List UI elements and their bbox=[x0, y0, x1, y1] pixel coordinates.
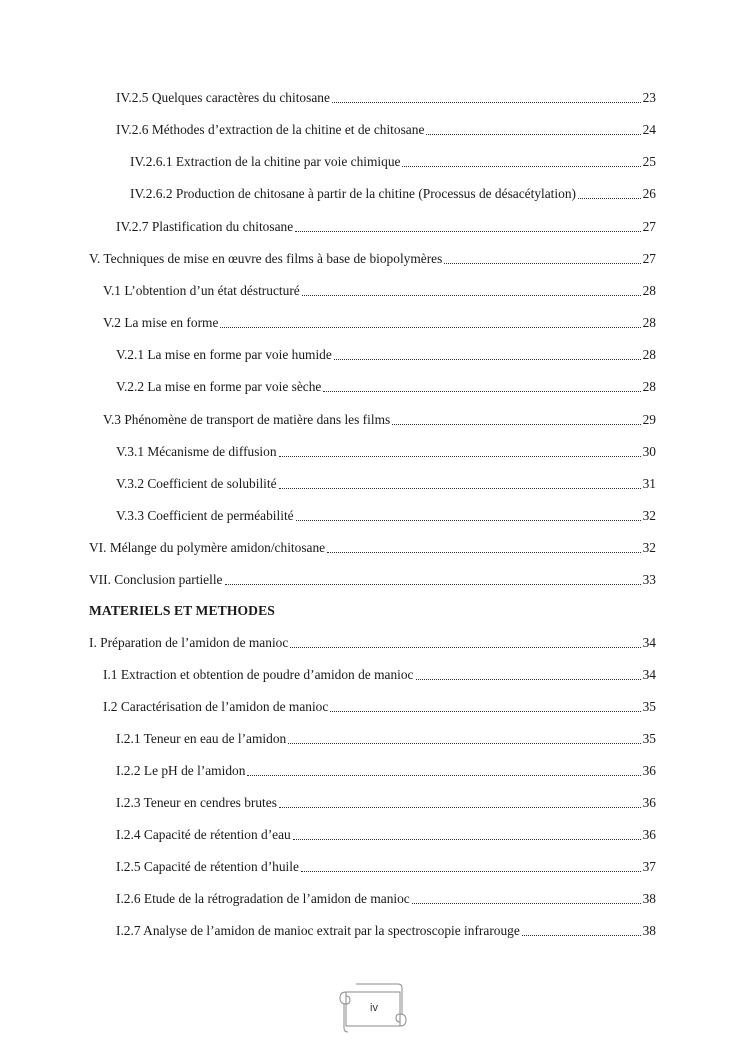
dot-leader bbox=[334, 359, 641, 360]
toc-entry[interactable] bbox=[130, 150, 656, 170]
toc-entry[interactable] bbox=[116, 472, 656, 492]
dot-leader bbox=[220, 327, 640, 328]
toc-entry[interactable] bbox=[116, 759, 656, 779]
toc-entry-title: VII. Conclusion partielle bbox=[89, 572, 223, 587]
page-number-scroll bbox=[336, 982, 412, 1034]
toc-entry-page: 36 bbox=[642, 763, 656, 778]
toc-entry-page: 38 bbox=[642, 923, 656, 938]
toc-entry[interactable] bbox=[116, 375, 656, 395]
dot-leader bbox=[444, 263, 640, 264]
toc-entry-title: IV.2.5 Quelques caractères du chitosane bbox=[116, 90, 330, 105]
toc-entry-title: I.2.5 Capacité de rétention d’huile bbox=[116, 859, 299, 874]
dot-leader bbox=[332, 102, 641, 103]
toc-entry[interactable] bbox=[116, 919, 656, 939]
toc-entry-page: 31 bbox=[642, 476, 656, 491]
toc-entry[interactable] bbox=[116, 215, 656, 235]
toc-entry-title: V.1 L’obtention d’un état déstructuré bbox=[103, 283, 300, 298]
toc-entry[interactable] bbox=[103, 695, 656, 715]
toc-entry[interactable] bbox=[116, 727, 656, 747]
dot-leader bbox=[402, 166, 640, 167]
dot-leader bbox=[578, 198, 641, 199]
toc-entry-title: I.2.2 Le pH de l’amidon bbox=[116, 763, 246, 778]
toc-entry[interactable] bbox=[89, 536, 656, 556]
dot-leader bbox=[301, 871, 641, 872]
dot-leader bbox=[288, 743, 640, 744]
toc-entry[interactable] bbox=[103, 311, 656, 331]
toc-entry[interactable] bbox=[103, 663, 656, 683]
toc-entry-page: 32 bbox=[642, 508, 656, 523]
toc-entry-title: I.2.6 Etude de la rétrogradation de l’amidon de manioc bbox=[116, 891, 410, 906]
toc-entry[interactable] bbox=[116, 118, 656, 138]
dot-leader bbox=[296, 520, 641, 521]
toc-entry-title: I.2 Caractérisation de l’amidon de manioc bbox=[103, 699, 329, 714]
dot-leader bbox=[279, 488, 641, 489]
toc-entry[interactable] bbox=[116, 86, 656, 106]
dot-leader bbox=[412, 903, 641, 904]
toc-entry-title: IV.2.6.1 Extraction de la chitine par voie chimique bbox=[130, 154, 401, 169]
toc-entry[interactable] bbox=[89, 568, 656, 588]
section-heading: MATERIELS ET METHODES bbox=[89, 603, 275, 618]
dot-leader bbox=[522, 935, 641, 936]
toc-entry[interactable] bbox=[103, 408, 656, 428]
toc-entry-page: 23 bbox=[642, 90, 656, 105]
toc-entry-page: 26 bbox=[642, 186, 656, 201]
toc-entry-page: 32 bbox=[642, 540, 656, 555]
toc-entry-title: V.3.2 Coefficient de solubilité bbox=[116, 476, 277, 491]
toc-entry-title: V.2.1 La mise en forme par voie humide bbox=[116, 347, 332, 362]
dot-leader bbox=[392, 424, 640, 425]
toc-entry-title: V.3.1 Mécanisme de diffusion bbox=[116, 444, 277, 459]
toc-entry-title: I.2.3 Teneur en cendres brutes bbox=[116, 795, 277, 810]
page-number: iv bbox=[370, 1002, 378, 1014]
toc-entry-page: 35 bbox=[642, 699, 656, 714]
toc-entry[interactable] bbox=[130, 182, 656, 202]
toc-entry[interactable] bbox=[116, 823, 656, 843]
toc-entry-page: 24 bbox=[642, 122, 656, 137]
toc-entry[interactable] bbox=[116, 504, 656, 524]
dot-leader bbox=[416, 679, 641, 680]
dot-leader bbox=[279, 807, 641, 808]
toc-entry-page: 34 bbox=[642, 667, 656, 682]
toc-entry-page: 25 bbox=[642, 154, 656, 169]
toc-entry-title: V.2.2 La mise en forme par voie sèche bbox=[116, 379, 322, 394]
toc-entry[interactable] bbox=[116, 887, 656, 907]
toc-entry-page: 30 bbox=[642, 444, 656, 459]
toc-entry-title: V.2 La mise en forme bbox=[103, 315, 219, 330]
toc-entry-title: I.2.7 Analyse de l’amidon de manioc extrait par la spectroscopie infrarouge bbox=[116, 923, 520, 938]
toc-entry-title: IV.2.6 Méthodes d’extraction de la chitine et de chitosane bbox=[116, 122, 425, 137]
toc-entry-title: I. Préparation de l’amidon de manioc bbox=[89, 635, 289, 650]
toc-entry[interactable] bbox=[116, 855, 656, 875]
toc-entry-page: 33 bbox=[642, 572, 656, 587]
toc-entry-page: 36 bbox=[642, 827, 656, 842]
dot-leader bbox=[426, 134, 640, 135]
toc-entry-title: V. Techniques de mise en œuvre des films à base de biopolymères bbox=[89, 251, 443, 266]
toc-entry-title: V.3 Phénomène de transport de matière dans les films bbox=[103, 412, 391, 427]
toc-entry[interactable] bbox=[89, 631, 656, 651]
toc-entry-page: 28 bbox=[642, 379, 656, 394]
toc-entry-title: I.2.4 Capacité de rétention d’eau bbox=[116, 827, 291, 842]
toc-entry[interactable] bbox=[116, 791, 656, 811]
toc-entry[interactable] bbox=[89, 247, 656, 267]
toc-entry-title: IV.2.6.2 Production de chitosane à partir de la chitine (Processus de désacétylation) bbox=[130, 186, 576, 201]
toc-entry[interactable] bbox=[116, 343, 656, 363]
toc-entry-title: V.3.3 Coefficient de perméabilité bbox=[116, 508, 294, 523]
toc-entry-page: 27 bbox=[642, 251, 656, 266]
toc-entry-page: 27 bbox=[642, 219, 656, 234]
toc-entry-page: 35 bbox=[642, 731, 656, 746]
toc-entry-page: 36 bbox=[642, 795, 656, 810]
dot-leader bbox=[279, 456, 641, 457]
dot-leader bbox=[327, 552, 640, 553]
toc-entry-page: 28 bbox=[642, 283, 656, 298]
dot-leader bbox=[225, 584, 641, 585]
dot-leader bbox=[330, 711, 640, 712]
toc-entry-page: 29 bbox=[642, 412, 656, 427]
dot-leader bbox=[290, 647, 640, 648]
dot-leader bbox=[323, 391, 640, 392]
dot-leader bbox=[302, 295, 641, 296]
toc-entry-title: I.1 Extraction et obtention de poudre d’amidon de manioc bbox=[103, 667, 414, 682]
toc-entry-page: 34 bbox=[642, 635, 656, 650]
toc-entry[interactable] bbox=[103, 279, 656, 299]
toc-entry-title: IV.2.7 Plastification du chitosane bbox=[116, 219, 294, 234]
dot-leader bbox=[295, 231, 640, 232]
toc-entry-page: 38 bbox=[642, 891, 656, 906]
toc-entry-page: 37 bbox=[642, 859, 656, 874]
toc-entry-page: 28 bbox=[642, 315, 656, 330]
toc-entry-title: I.2.1 Teneur en eau de l’amidon bbox=[116, 731, 287, 746]
toc-entry[interactable] bbox=[116, 440, 656, 460]
dot-leader bbox=[293, 839, 641, 840]
toc-entry-title: VI. Mélange du polymère amidon/chitosane bbox=[89, 540, 326, 555]
dot-leader bbox=[247, 775, 640, 776]
toc-entry-page: 28 bbox=[642, 347, 656, 362]
